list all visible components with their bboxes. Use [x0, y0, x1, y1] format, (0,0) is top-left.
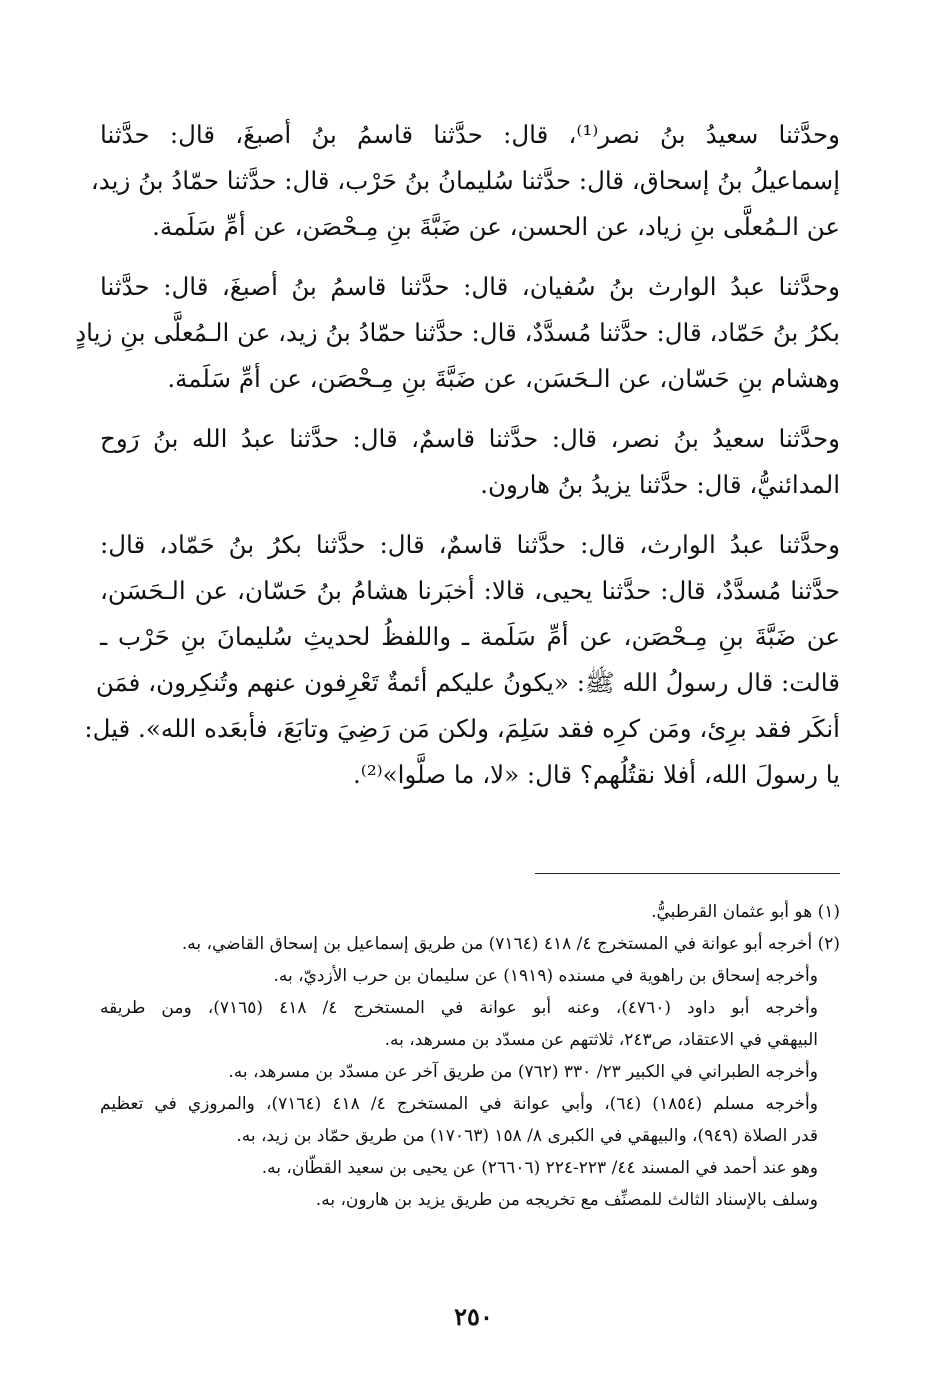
text-line: قالت: قال رسولُ الله ﷺ: «يكونُ عليكم أئمةٌ تَعْرِفون عنهم وتُنكِرون، فمَن — [95, 668, 840, 697]
text-line: حدَّثنا مُسدَّدٌ، قال: حدَّثنا يحيى، قالا: أخبَرنا هشامُ بنُ حَسّان، عن الـحَسَن، — [100, 576, 840, 605]
text-line: وحدَّثنا عبدُ الوارث، قال: حدَّثنا قاسمٌ، قال: حدَّثنا بكرُ بنُ حَمّاد، قال: — [100, 530, 840, 559]
footnote-line: وهو عند أحمد في المسند ٤٤/ ٢٢٣-٢٢٤ (٢٦٦٠٦) عن يحيى بن سعيد القطّان، به. — [261, 1158, 818, 1178]
paragraph-1 — [90, 112, 841, 250]
text-line: وحدَّثنا عبدُ الوارث بنُ سُفيان، قال: حدَّثنا قاسمُ بنُ أصبغَ، قال: حدَّثنا — [100, 272, 840, 301]
text-line: وحدَّثنا سعيدُ بنُ نصر⁽¹⁾، قال: حدَّثنا قاسمُ بنُ أصبغَ، قال: حدَّثنا — [100, 120, 841, 149]
paragraph-3 — [100, 416, 840, 508]
footnote-line: وأخرجه أبو داود (٤٧٦٠)، وعنه أبو عوانة في المستخرج ٤/ ٤١٨ (٧١٦٥)، ومن طريقه — [100, 998, 818, 1018]
footnote-separator — [535, 873, 840, 874]
main-text-body — [75, 112, 841, 812]
text-line: بكرُ بنُ حَمّاد، قال: حدَّثنا مُسدَّدٌ، قال: حدَّثنا حمّادُ بنُ زيد، عن الـمُعلَّى بنِ زيادٍ — [75, 318, 840, 347]
footnote-line: وأخرجه الطبراني في الكبير ٢٣/ ٣٣٠ (٧٦٢) من طريق آخر عن مسدّد بن مسرهد، به. — [228, 1062, 818, 1082]
footnote-line: وسلف بالإسناد الثالث للمصنِّف مع تخريجه من طريق يزيد بن هارون، به. — [315, 1190, 818, 1210]
footnote-line: وأخرجه إسحاق بن راهوية في مسنده (١٩١٩) عن سليمان بن حرب الأزديّ، به. — [273, 966, 818, 986]
paragraph-4 — [84, 522, 840, 798]
text-line: أنكَر فقد برِئ، ومَن كرِه فقد سَلِمَ، ولكن مَن رَضِيَ وتابَعَ، فأبعَده الله». قيل: — [84, 714, 840, 743]
text-line: المدائنيُّ، قال: حدَّثنا يزيدُ بنُ هارون. — [480, 470, 840, 499]
footnotes — [100, 896, 840, 1216]
footnote-1: (١) هو أبو عثمان القرطبيُّ. — [651, 902, 840, 922]
text-line: عن الـمُعلَّى بنِ زياد، عن الحسن، عن ضَبَّةَ بنِ مِـحْصَن، عن أمِّ سَلَمة. — [152, 212, 840, 241]
footnote-line: البيهقي في الاعتقاد، ص٢٤٣، ثلاثتهم عن مسدّد بن مسرهد، به. — [384, 1030, 818, 1050]
footnote-line: قدر الصلاة (٩٤٩)، والبيهقي في الكبرى ٨/ ١٥٨ (١٧٠٦٣) من طريق حمّاد بن زيد، به. — [236, 1126, 818, 1146]
footnote-line: وأخرجه مسلم (١٨٥٤) (٦٤)، وأبي عوانة في المستخرج ٤/ ٤١٨ (٧١٦٤)، والمروزي في تعظيم — [100, 1094, 818, 1114]
text-line: وهشام بنِ حَسّان، عن الـحَسَن، عن ضَبَّةَ بنِ مِـحْصَن، عن أمِّ سَلَمة. — [167, 364, 840, 393]
footnote-2: (٢) أخرجه أبو عوانة في المستخرج ٤/ ٤١٨ (٧١٦٤) من طريق إسماعيل بن إسحاق القاضي، به. — [181, 934, 840, 954]
text-line: إسماعيلُ بنُ إسحاق، قال: حدَّثنا سُليمانُ بنُ حَرْب، قال: حدَّثنا حمّادُ بنُ زيد، — [90, 166, 840, 195]
text-line: يا رسولَ الله، أفلا نقتُلُهم؟ قال: «لا، ما صلَّوا»⁽²⁾. — [353, 760, 840, 789]
text-line: عن ضَبَّةَ بنِ مِـحْصَن، عن أمِّ سَلَمة ـ واللفظُ لحديثِ سُليمانَ بنِ حَرْب ـ — [100, 622, 840, 651]
page-number: ٢٥٠ — [454, 1302, 493, 1331]
paragraph-2 — [75, 264, 840, 402]
text-line: وحدَّثنا سعيدُ بنُ نصر، قال: حدَّثنا قاسمٌ، قال: حدَّثنا عبدُ الله بنُ رَوح — [100, 424, 840, 453]
